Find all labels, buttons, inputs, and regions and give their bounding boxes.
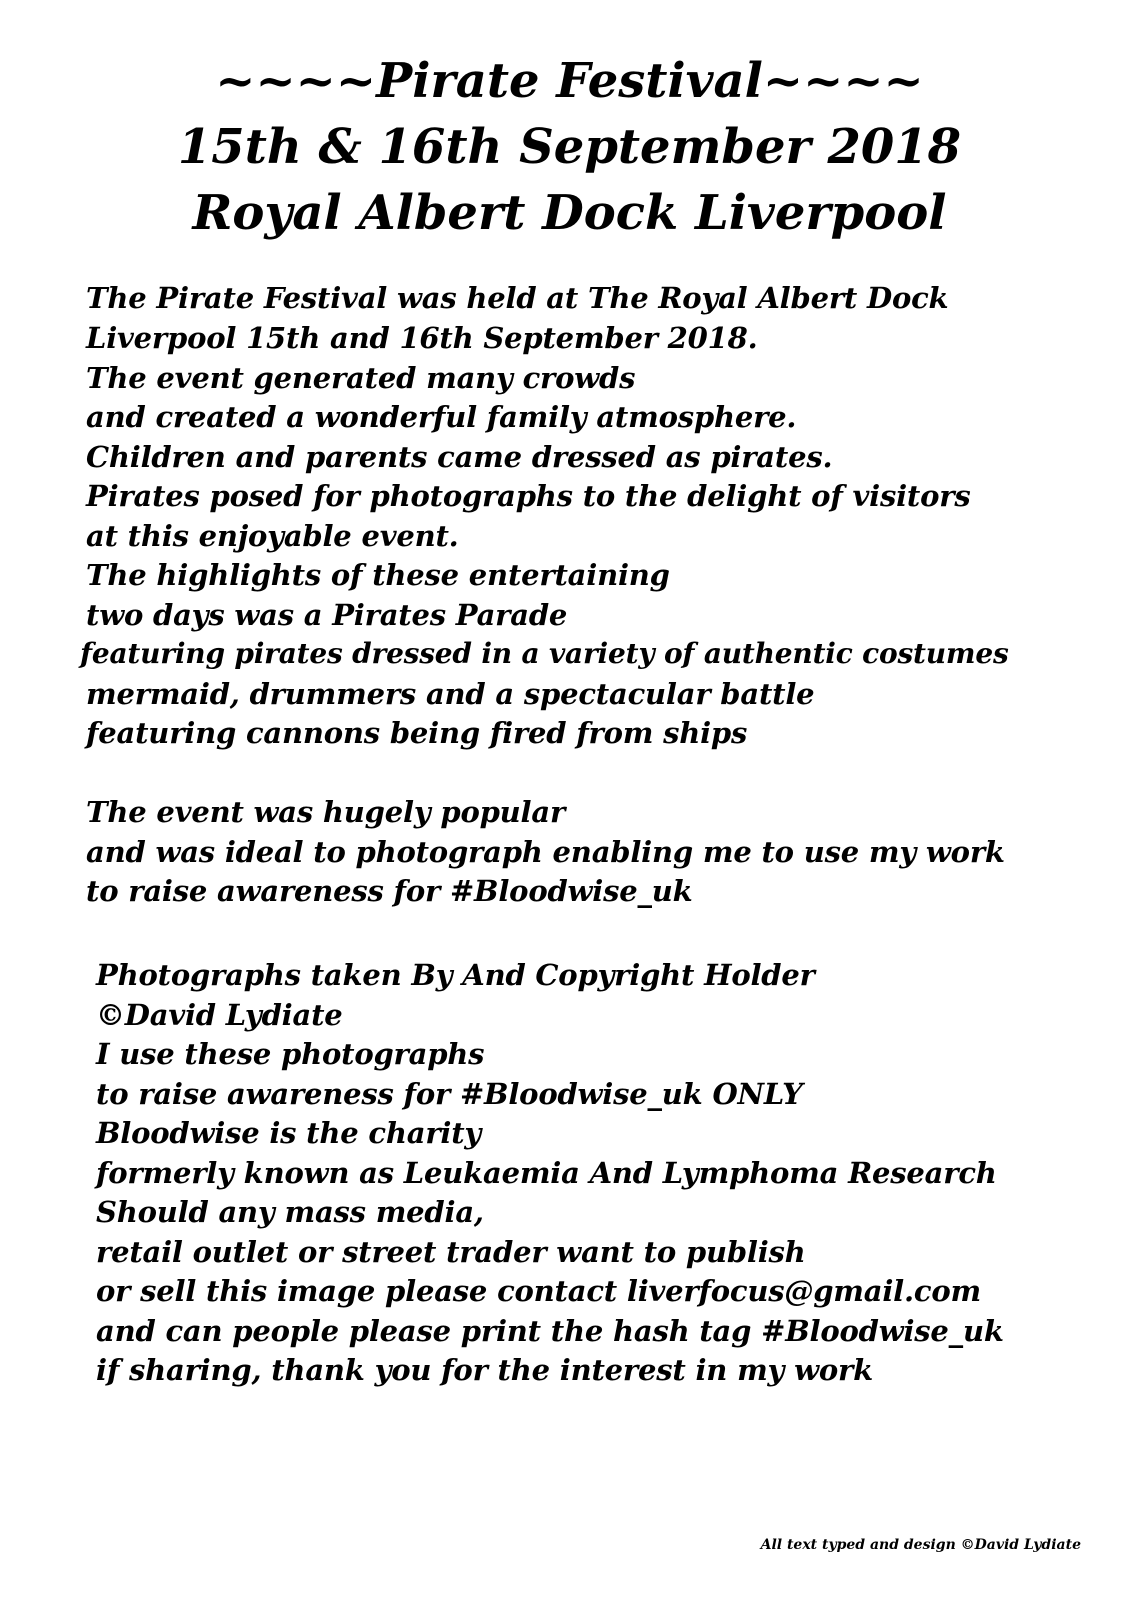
p1-line: The highlights of these entertaining xyxy=(86,558,670,592)
p3-line: to raise awareness for #Bloodwise_uk ONLY xyxy=(96,1077,803,1111)
title-line-3: Royal Albert Dock Liverpool xyxy=(192,185,947,241)
p1-line: featuring cannons being fired from ships xyxy=(86,716,748,750)
p3-line: Photographs taken By And Copyright Holder xyxy=(96,958,815,992)
p1-line: The Pirate Festival was held at The Royal Albert Dock xyxy=(86,281,949,315)
p3-line: formerly known as Leukaemia And Lymphoma Research xyxy=(96,1156,997,1190)
p1-line: mermaid, drummers and a spectacular battle xyxy=(86,677,815,711)
title-line-1: ~~~~Pirate Festival~~~~ xyxy=(215,53,924,109)
p1-line: featuring pirates dressed in a variety of authentic costumes xyxy=(80,637,1009,670)
p1-line: The event generated many crowds xyxy=(86,361,636,395)
footer-credit: All text typed and design ©David Lydiate xyxy=(760,1537,1081,1553)
p1-line: at this enjoyable event. xyxy=(86,519,459,553)
p3-line: if sharing, thank you for the interest in my work xyxy=(96,1353,873,1387)
p3-line: Should any mass media, xyxy=(96,1195,484,1229)
p3-line: and can people please print the hash tag #Bloodwise_uk xyxy=(96,1314,1004,1348)
p1-line: Liverpool 15th and 16th September 2018. xyxy=(86,321,758,355)
title-line-2: 15th & 16th September 2018 xyxy=(177,119,962,175)
p1-line: two days was a Pirates Parade xyxy=(86,598,568,632)
p2-line: The event was hugely popular xyxy=(86,795,566,829)
p1-line: and created a wonderful family atmosphere. xyxy=(86,400,797,434)
p1-line: Children and parents came dressed as pirates. xyxy=(86,440,833,474)
p2-line: and was ideal to photograph enabling me to use my work xyxy=(86,835,1005,869)
p2-line: to raise awareness for #Bloodwise_uk xyxy=(86,874,693,908)
p3-line: Bloodwise is the charity xyxy=(96,1116,482,1150)
p3-line: retail outlet or street trader want to publish xyxy=(96,1235,806,1269)
p1-line: Pirates posed for photographs to the delight of visitors xyxy=(86,479,971,513)
p3-line: ©David Lydiate xyxy=(96,998,343,1032)
p3-line: or sell this image please contact liverfocus@gmail.com xyxy=(96,1274,981,1308)
p3-line: I use these photographs xyxy=(96,1037,485,1071)
